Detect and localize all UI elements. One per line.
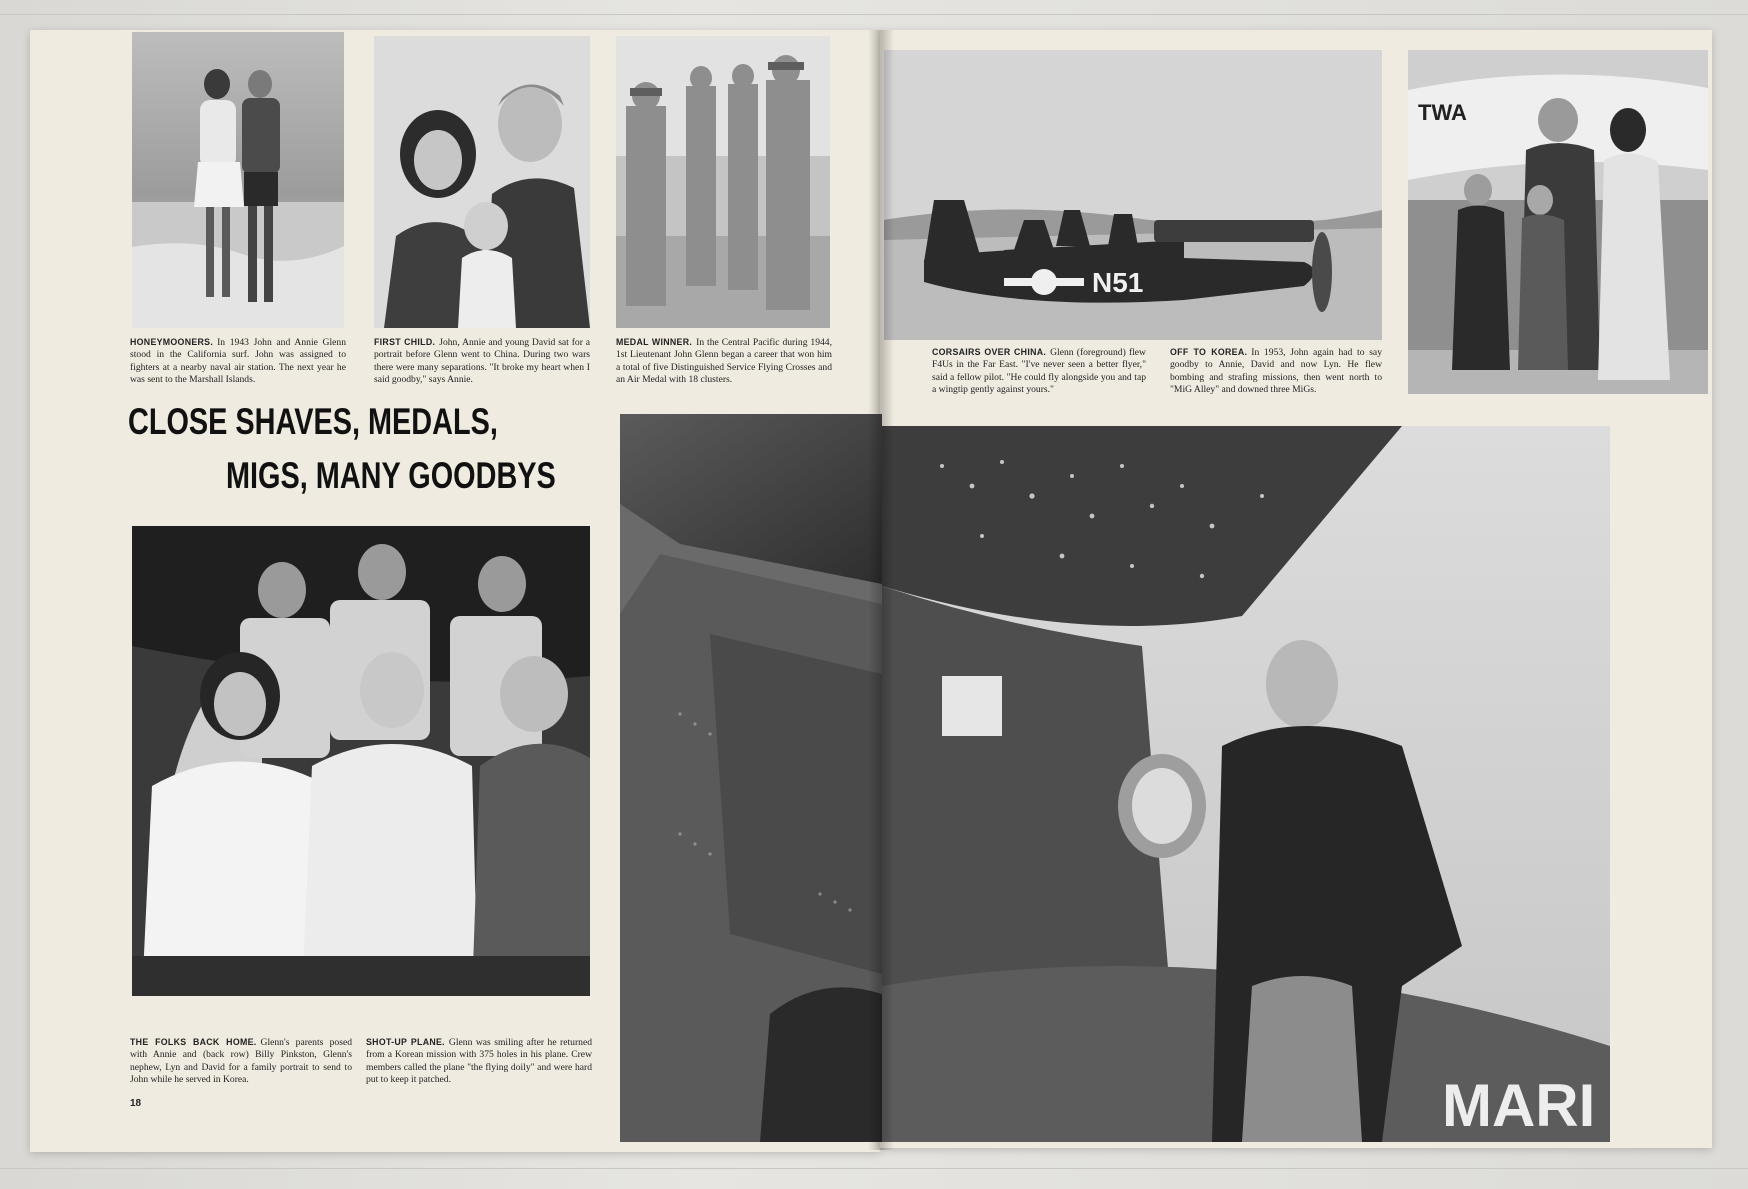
caption-text: Glenn's parents posed with Annie and (back row) Billy Pinkston, Glenn's nephew, Lyn and David for a family portrait to send to John while he served in Korea. (130, 1037, 352, 1086)
airline-marking-text: TWA (1418, 100, 1467, 125)
honeymooners-photo (132, 32, 344, 328)
caption-lead: SHOT-UP PLANE. (366, 1037, 445, 1047)
corsairs-caption (932, 346, 1146, 397)
floor-plank (0, 14, 1748, 15)
folks-back-home-caption (130, 1036, 352, 1087)
caption-lead: MEDAL WINNER. (616, 337, 693, 347)
caption-lead: HONEYMOONERS. (130, 337, 214, 347)
caption-text: Glenn (foreground) flew F4Us in the Far East. "I've never seen a better flyer," said a fellow pilot. "He could fly alongside you and tap a wingtip gently against yours." (932, 347, 1146, 396)
page-number: 18 (130, 1098, 142, 1109)
shot-up-plane-photo-left (620, 414, 882, 1142)
caption-text: In the Central Pacific during 1944, 1st Lieutenant John Glenn began a career that won him a total of five Distinguished Service Flying Crosses and an Air Medal with 18 clusters. (616, 337, 833, 386)
medal-winner-photo (616, 36, 830, 328)
caption-text: Glenn was smiling after he returned from a Korean mission with 375 holes in his plane. Crew members called the plane "the flying doily" and were hard put to keep it patched. (366, 1037, 593, 1086)
caption-lead: THE FOLKS BACK HOME. (130, 1037, 257, 1047)
honeymooners-caption (130, 336, 346, 387)
first-child-caption (374, 336, 590, 387)
first-child-photo (374, 36, 590, 328)
caption-text: In 1943 John and Annie Glenn stood in the California surf. John was assigned to fighters at a nearby naval air station. The next year he was sent to the Marshall Islands. (130, 337, 346, 386)
caption-lead: CORSAIRS OVER CHINA. (932, 347, 1047, 357)
caption-text: In 1953, John again had to say goodby to Annie, David and now Lyn. He flew bombing and strafing missions, then went north to "MiG Alley" and downed three MiGs. (1170, 347, 1382, 396)
shot-up-plane-caption (366, 1036, 592, 1087)
off-to-korea-caption (1170, 346, 1382, 397)
floor-plank (0, 1168, 1748, 1169)
folks-back-home-photo (132, 526, 590, 996)
shot-up-plane-photo-right (882, 426, 1610, 1142)
headline-line-1: CLOSE SHAVES, MEDALS, (128, 401, 498, 442)
fuselage-marking-text: MARI (1442, 1072, 1596, 1139)
headline-line-2: MIGS, MANY GOODBYS (226, 455, 556, 496)
corsairs-photo (884, 50, 1382, 340)
caption-lead: FIRST CHILD. (374, 337, 436, 347)
off-to-korea-photo (1408, 50, 1708, 394)
caption-lead: OFF TO KOREA. (1170, 347, 1248, 357)
medal-winner-caption (616, 336, 832, 387)
caption-text: John, Annie and young David sat for a portrait before Glenn went to China. During two wars there were many separations. "It broke my heart when I said goodby," says Annie. (374, 337, 590, 386)
corsair-marking-text: N51 (1092, 267, 1144, 298)
